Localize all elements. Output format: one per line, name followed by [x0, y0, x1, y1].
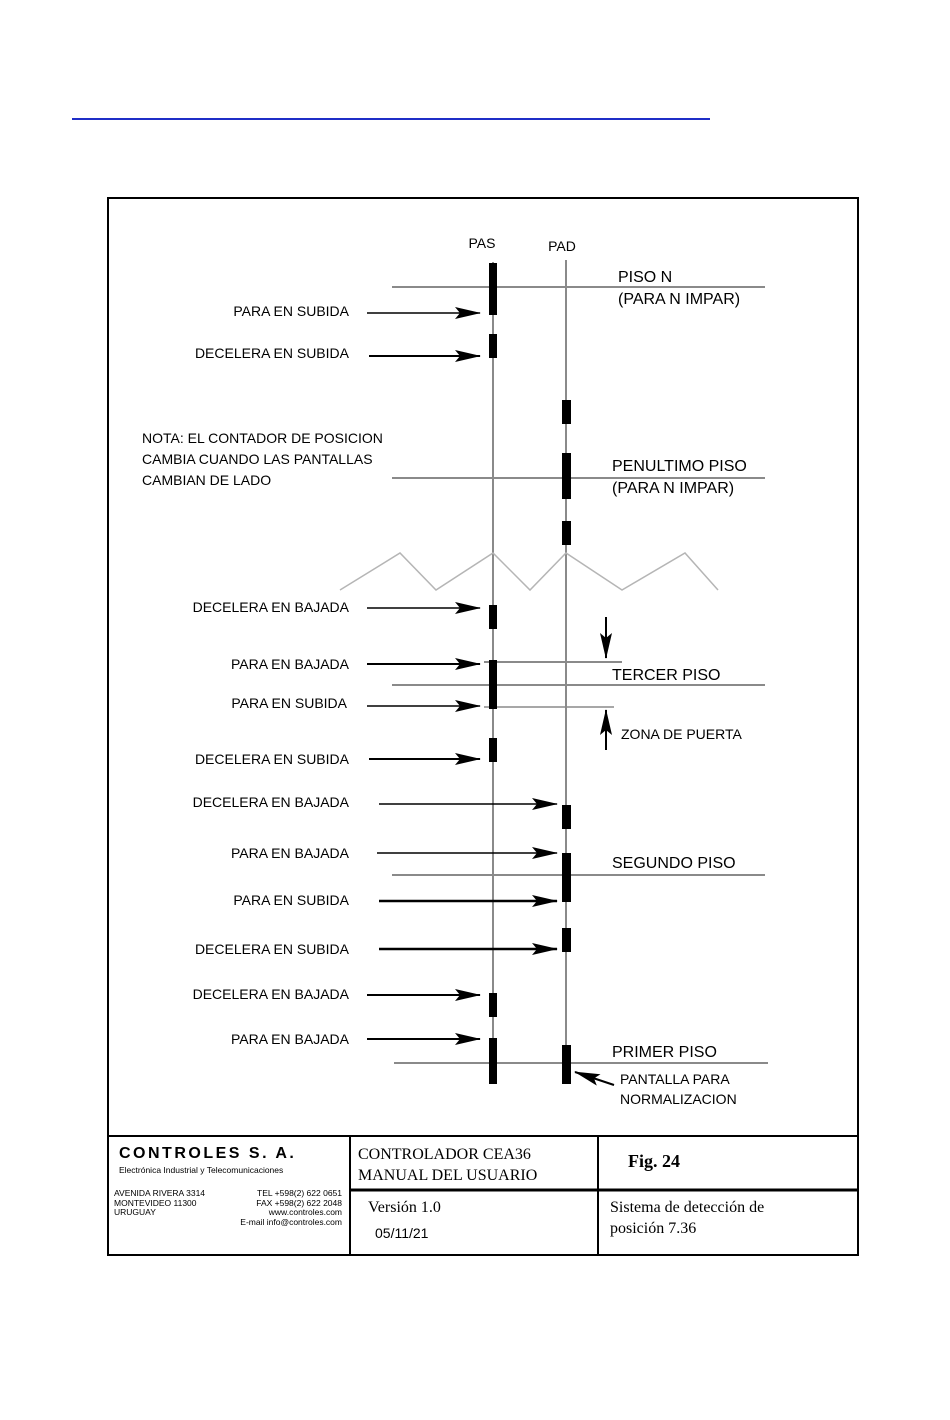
contact-line: www.controles.com: [268, 1207, 342, 1217]
floor-label-piso-n: PISO N: [618, 269, 673, 286]
pad-screen: [562, 805, 571, 829]
arrow-label: DECELERA EN BAJADA: [192, 599, 349, 615]
company-block: [119, 1145, 347, 1175]
arrow-label: DECELERA EN SUBIDA: [194, 345, 349, 361]
floor-label-tercer: TERCER PISO: [612, 667, 721, 684]
pad-screen: [562, 853, 571, 902]
address-left: [114, 1189, 234, 1218]
contact-line: FAX +598(2) 622 2048: [256, 1197, 342, 1208]
address-line: AVENIDA RIVERA 3314: [114, 1188, 206, 1198]
contact-line: TEL +598(2) 622 0651: [257, 1188, 342, 1198]
pad-screen: [562, 453, 571, 499]
version: Versión 1.0: [368, 1199, 441, 1216]
caption-line: Sistema de detección de: [610, 1199, 765, 1216]
normalization-label-line: PANTALLA PARA: [620, 1071, 730, 1087]
floor-label-piso-n-note: (PARA N IMPAR): [618, 291, 741, 308]
pas-screen: [489, 738, 497, 762]
company-name: CONTROLES S. A.: [119, 1145, 297, 1162]
contact-line: E-mail info@controles.com: [240, 1216, 342, 1227]
address-line: URUGUAY: [114, 1207, 156, 1217]
pas-screen: [489, 263, 497, 315]
floor-labels: [612, 269, 747, 1061]
document-title: [358, 1144, 593, 1186]
doc-title-line: CONTROLADOR CEA36: [358, 1146, 531, 1163]
pas-screen: [489, 660, 497, 709]
arrow-label: PARA EN SUBIDA: [233, 303, 349, 319]
break-zigzag: [340, 553, 718, 590]
floor-label-penultimo-note: (PARA N IMPAR): [612, 480, 735, 497]
normalization-label-line: NORMALIZACION: [620, 1091, 737, 1107]
arrow-label: DECELERA EN SUBIDA: [194, 941, 349, 957]
note-line: NOTA: EL CONTADOR DE POSICION: [142, 430, 383, 446]
title-block: [107, 1135, 857, 1254]
pas-screen: [489, 334, 497, 358]
pas-screen: [489, 1038, 497, 1084]
note-line: CAMBIA CUANDO LAS PANTALLAS: [142, 451, 373, 467]
address-line: MONTEVIDEO 11300: [114, 1197, 197, 1208]
pad-screen: [562, 521, 571, 545]
pad-screen: [562, 1045, 571, 1084]
event-arrows: [367, 313, 557, 1039]
arrow-label: DECELERA EN SUBIDA: [194, 751, 349, 767]
doc-title-line: MANUAL DEL USUARIO: [358, 1167, 538, 1184]
arrow-label: PARA EN BAJADA: [230, 1031, 349, 1047]
pas-header: PAS: [468, 235, 496, 251]
arrow-label: DECELERA EN BAJADA: [192, 986, 349, 1002]
caption-line: posición 7.36: [610, 1220, 697, 1237]
figure-number: Fig. 24: [628, 1151, 680, 1171]
arrow-label: PARA EN SUBIDA: [233, 892, 349, 908]
door-zone-label: ZONA DE PUERTA: [621, 726, 742, 742]
floor-label-segundo: SEGUNDO PISO: [612, 855, 736, 872]
pad-screen: [562, 400, 571, 424]
address-right: [219, 1189, 342, 1227]
position-counter-note: [142, 430, 383, 488]
pas-screen: [489, 993, 497, 1017]
pas-screen: [489, 605, 497, 629]
arrow-label: DECELERA EN BAJADA: [192, 794, 349, 810]
arrow-labels: [193, 303, 350, 1047]
floor-label-primer: PRIMER PISO: [612, 1044, 717, 1061]
arrow-label: PARA EN BAJADA: [230, 656, 349, 672]
figure-caption: [610, 1197, 850, 1239]
normalization-arrow: [575, 1072, 614, 1085]
arrow-label: PARA EN BAJADA: [230, 845, 349, 861]
pad-screen: [562, 928, 571, 952]
arrow-label: PARA EN SUBIDA: [231, 695, 347, 711]
date: 05/11/21: [375, 1225, 429, 1241]
pad-header: PAD: [548, 238, 576, 254]
floor-label-penultimo: PENULTIMO PISO: [612, 458, 747, 475]
company-subtitle: Electrónica Industrial y Telecomunicaciones: [119, 1165, 284, 1175]
note-line: CAMBIAN DE LADO: [142, 472, 272, 488]
